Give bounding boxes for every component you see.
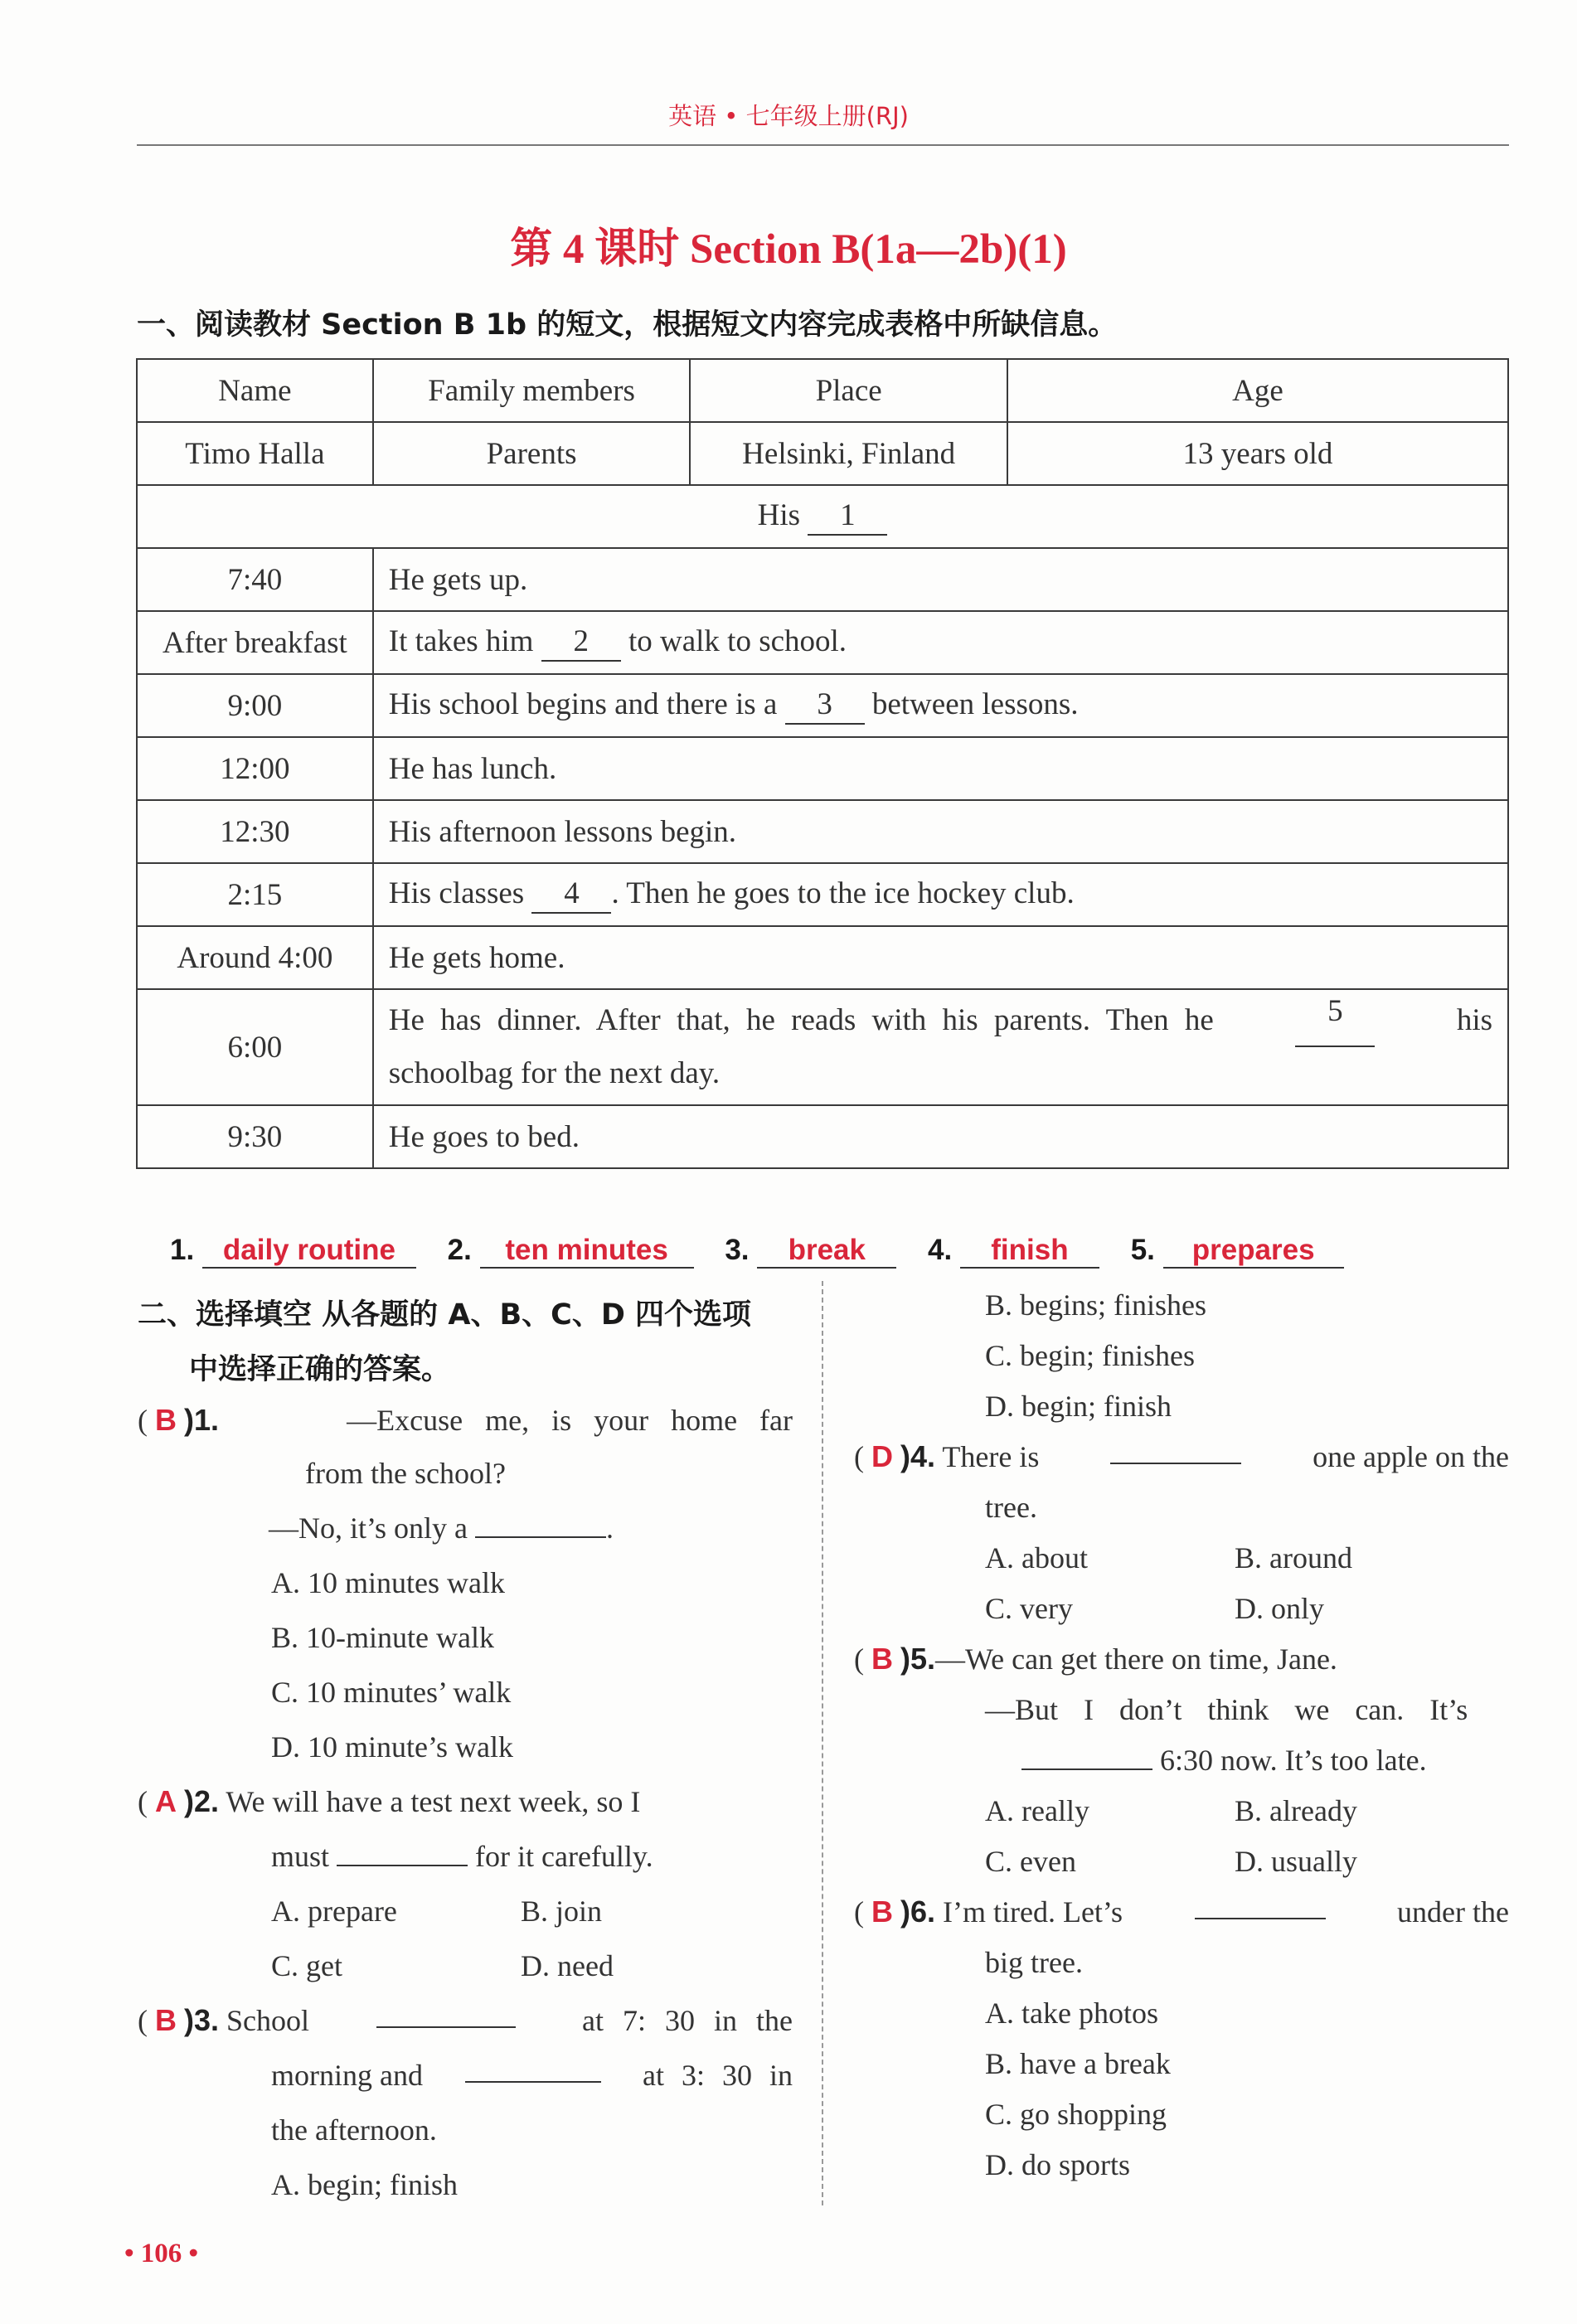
activity-cell bbox=[373, 674, 1508, 737]
time-cell: 6:00 bbox=[137, 989, 373, 1105]
question-stem: big tree. bbox=[985, 1946, 1083, 1979]
time-cell: 12:30 bbox=[137, 800, 373, 863]
option: A. begin; finish bbox=[271, 2168, 458, 2201]
question-stem: 6:30 now. It’s too late. bbox=[1021, 1743, 1427, 1778]
question-stem: —But I don’t think we can. It’s bbox=[985, 1693, 1468, 1726]
activity-cell bbox=[373, 548, 1508, 611]
person-cell: Timo Halla bbox=[137, 422, 373, 485]
lesson-title: 第 4 课时 Section B(1a—2b)(1) bbox=[510, 226, 1067, 273]
option: D. 10 minute’s walk bbox=[271, 1730, 513, 1764]
activity-text: He has dinner. After that, he reads with his parents. Then he bbox=[388, 1003, 1214, 1037]
time-cell: 2:15 bbox=[137, 863, 373, 926]
activity-text: His classes bbox=[388, 876, 525, 911]
blank-5: 5 bbox=[1295, 994, 1375, 1047]
header-cell: Age bbox=[1007, 359, 1508, 422]
option: C. 10 minutes’ walk bbox=[271, 1676, 512, 1709]
answer-mark: D bbox=[871, 1439, 893, 1473]
activity-cell bbox=[373, 611, 1508, 674]
activity-cell bbox=[373, 926, 1508, 989]
activity-cell bbox=[373, 737, 1508, 800]
answer-item: 3. break bbox=[725, 1234, 896, 1269]
blank-3: 3 bbox=[785, 687, 865, 725]
header-cell: Family members bbox=[373, 359, 691, 422]
option: A. take photos bbox=[985, 1997, 1158, 2030]
activity-cell bbox=[373, 863, 1508, 926]
blank-4: 4 bbox=[531, 876, 611, 914]
table-row bbox=[137, 548, 1508, 611]
heading-line: 二、选择填空 从各题的 A、B、C、D 四个选项 bbox=[138, 1298, 752, 1332]
option: C. begin; finishes bbox=[985, 1339, 1195, 1372]
answer-mark: B bbox=[871, 1642, 893, 1676]
activity-text: He has lunch. bbox=[388, 751, 557, 786]
time-cell: After breakfast bbox=[137, 611, 373, 674]
option: C. even bbox=[985, 1845, 1076, 1878]
time-cell: 7:40 bbox=[137, 548, 373, 611]
activity-text: He gets home. bbox=[388, 940, 565, 975]
answer-mark: B bbox=[155, 2003, 177, 2037]
activity-cell: He goes to bed. bbox=[373, 1105, 1508, 1168]
table-row bbox=[137, 674, 1508, 737]
question-2: ( A )2. We will have a test next week, so I bbox=[138, 1784, 641, 1818]
activity-text: between lessons. bbox=[871, 687, 1079, 722]
option: A. about bbox=[985, 1541, 1088, 1574]
answer-mark: B bbox=[871, 1895, 893, 1929]
person-cell: Parents bbox=[373, 422, 691, 485]
answer-item: 5. prepares bbox=[1131, 1234, 1344, 1269]
activity-cell bbox=[373, 989, 1508, 1105]
question-stem: —Excuse me, is your home far bbox=[347, 1404, 793, 1437]
option: A. 10 minutes walk bbox=[271, 1566, 505, 1599]
table-row bbox=[137, 1105, 1508, 1168]
option: B. around bbox=[1235, 1541, 1352, 1574]
option: C. go shopping bbox=[985, 2098, 1167, 2131]
heading-line: 中选择正确的答案。 bbox=[189, 1353, 451, 1386]
time-cell: 9:00 bbox=[137, 674, 373, 737]
his-row bbox=[137, 485, 1508, 548]
activity-text: to walk to school. bbox=[628, 624, 847, 659]
section1-instruction: 一、阅读教材 Section B 1b 的短文，根据短文内容完成表格中所缺信息。 bbox=[137, 308, 1118, 342]
question-stem: from the school? bbox=[305, 1457, 506, 1490]
question-6: ( B )6. I’m tired. Let’s under the bbox=[854, 1895, 1509, 1929]
activity-text: His school begins and there is a bbox=[388, 687, 778, 722]
his-label: His bbox=[757, 498, 801, 533]
page-number: • 106 • bbox=[124, 2239, 199, 2268]
blank-1: 1 bbox=[808, 498, 887, 536]
option: B. have a break bbox=[985, 2047, 1171, 2080]
option: D. only bbox=[1235, 1592, 1324, 1625]
header-cell: Place bbox=[690, 359, 1007, 422]
answer-value: prepares bbox=[1163, 1234, 1344, 1269]
question-stem: tree. bbox=[985, 1491, 1037, 1524]
answer-mark: A bbox=[155, 1784, 177, 1818]
blank-2: 2 bbox=[541, 624, 621, 662]
option: C. very bbox=[985, 1592, 1073, 1625]
table-row bbox=[137, 611, 1508, 674]
option: C. get bbox=[271, 1949, 342, 1982]
answer-value: daily routine bbox=[202, 1234, 416, 1269]
activity-line bbox=[389, 994, 1492, 1047]
table-row bbox=[137, 863, 1508, 926]
option: B. join bbox=[521, 1895, 603, 1928]
question-stem: the afternoon. bbox=[271, 2113, 437, 2147]
table-row bbox=[137, 926, 1508, 989]
option: B. already bbox=[1235, 1794, 1357, 1827]
activity-text: He gets up. bbox=[388, 562, 528, 597]
table-row bbox=[137, 737, 1508, 800]
header-rule bbox=[137, 144, 1509, 146]
running-header: 英语 • 七年级上册(RJ) bbox=[668, 102, 909, 130]
answer-item: 1. daily routine bbox=[170, 1234, 416, 1269]
question-stem: —We can get there on time, Jane. bbox=[935, 1642, 1337, 1676]
question-stem: must for it carefully. bbox=[271, 1840, 653, 1873]
question-stem: morning and at 3: 30 in bbox=[271, 2059, 793, 2092]
time-cell: 12:00 bbox=[137, 737, 373, 800]
option: D. usually bbox=[1235, 1845, 1357, 1878]
option: A. really bbox=[985, 1794, 1089, 1827]
option: A. prepare bbox=[271, 1895, 397, 1928]
answer-item: 2. ten minutes bbox=[448, 1234, 694, 1269]
answer-mark: B bbox=[155, 1403, 177, 1437]
activity-text: his bbox=[1456, 1003, 1492, 1037]
activity-cell bbox=[373, 800, 1508, 863]
column-divider bbox=[822, 1281, 823, 2205]
activity-text: It takes him bbox=[388, 624, 534, 659]
question-1: ( B )1. —Excuse me, is your home far bbox=[138, 1403, 793, 1437]
answer-value: ten minutes bbox=[480, 1234, 694, 1269]
option: D. do sports bbox=[985, 2148, 1131, 2181]
header-cell: Name bbox=[137, 359, 373, 422]
question-5: ( B )5.—We can get there on time, Jane. bbox=[854, 1642, 1337, 1676]
time-cell: 9:30 bbox=[137, 1105, 373, 1168]
activity-text: . Then he goes to the ice hockey club. bbox=[611, 876, 1075, 911]
person-cell: Helsinki, Finland bbox=[690, 422, 1007, 485]
section2-heading bbox=[138, 1288, 801, 1397]
question-stem: We will have a test next week, so I bbox=[226, 1785, 641, 1818]
answer-key bbox=[170, 1234, 1367, 1269]
option: D. begin; finish bbox=[985, 1390, 1172, 1423]
activity-text: His afternoon lessons begin. bbox=[388, 814, 737, 849]
question-stem: —No, it’s only a . bbox=[269, 1511, 614, 1545]
activity-line: schoolbag for the next day. bbox=[388, 1056, 721, 1090]
table-row bbox=[137, 800, 1508, 863]
option: B. 10-minute walk bbox=[271, 1621, 494, 1654]
table-row bbox=[137, 989, 1508, 1105]
answer-value: break bbox=[757, 1234, 896, 1269]
option: D. need bbox=[521, 1949, 614, 1982]
question-4: ( D )4. There is one apple on the bbox=[854, 1439, 1509, 1473]
his-cell bbox=[137, 485, 1508, 548]
time-cell: Around 4:00 bbox=[137, 926, 373, 989]
person-row bbox=[137, 422, 1508, 485]
question-3: ( B )3. School at 7: 30 in the bbox=[138, 2003, 793, 2037]
answer-value: finish bbox=[960, 1234, 1099, 1269]
answer-item: 4. finish bbox=[928, 1234, 1099, 1269]
table-header-row bbox=[137, 359, 1508, 422]
option: B. begins; finishes bbox=[985, 1288, 1206, 1322]
info-table bbox=[136, 358, 1509, 1169]
person-cell: 13 years old bbox=[1007, 422, 1508, 485]
